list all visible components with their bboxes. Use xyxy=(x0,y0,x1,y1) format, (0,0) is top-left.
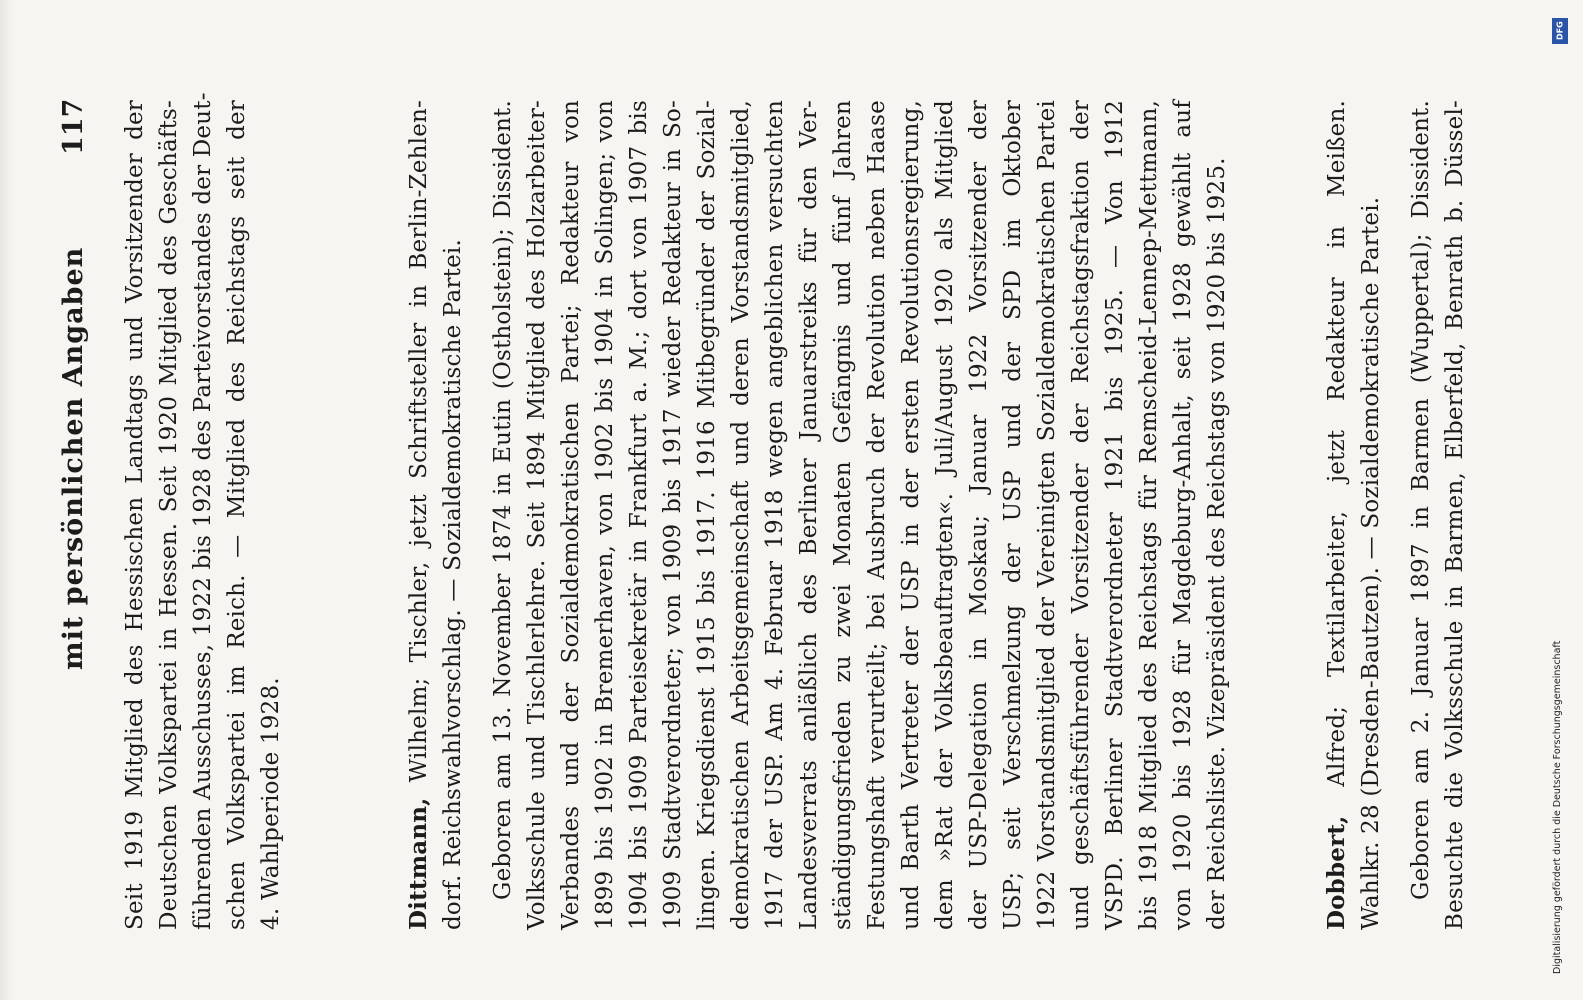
text-line: der USP-Delegation in Moskau; Januar 1922 Vorsitzender der xyxy=(966,100,992,930)
text-line: Seit 1919 Mitglied des Hessischen Landtags und Vorsitzender der xyxy=(122,100,148,930)
text-line: 4. Wahlperiode 1928. xyxy=(258,677,284,930)
text-line: demokratischen Arbeitsgemeinschaft und deren Vorstandsmitglied, xyxy=(728,100,754,930)
credit-text: Digitalisierung gefördert durch die Deutsche Forschungsgemeinschaft xyxy=(1552,640,1563,974)
entry-name: Dittmann, xyxy=(405,797,432,930)
text-line: und Barth Vertreter der USP in der ersten Revolutionsregierung, xyxy=(898,100,924,930)
text-line: Geboren am 13. November 1874 in Eutin (Ostholstein); Dissident. xyxy=(490,100,516,900)
text-line: von 1920 bis 1928 für Magdeburg-Anhalt, seit 1928 gewählt auf xyxy=(1170,100,1196,930)
text-line: 1904 bis 1909 Parteisekretär in Frankfurt a. M.; dort von 1907 bis xyxy=(626,100,652,930)
text-line: Festungshaft verurteilt; bei Ausbruch der Revolution neben Haase xyxy=(864,100,890,930)
text-line: bis 1918 Mitglied des Reichstags für Remscheid-Lennep-Mettmann, xyxy=(1136,100,1162,930)
text-line: 1917 der USP. Am 4. Februar 1918 wegen angeblichen versuchten xyxy=(762,100,788,930)
text-line: 1922 Vorstandsmitglied der Vereinigten Sozialdemokratischen Partei xyxy=(1034,100,1060,930)
text-line: dorf. Reichswahlvorschlag. — Sozialdemokratische Partei. xyxy=(440,239,466,930)
text-line: Besuchte die Volksschule in Barmen, Elberfeld, Benrath b. Düssel- xyxy=(1442,100,1468,930)
entry-heading-dittmann: Dittmann, Wilhelm; Tischler, jetzt Schriftsteller in Berlin-Zehlen- xyxy=(405,100,432,930)
entry-name: Dobbert, xyxy=(1323,815,1350,930)
text-line: VSPD. Berliner Stadtverordneter 1921 bis 1925. — Von 1912 xyxy=(1102,100,1128,930)
text-line: Landesverrats anläßlich des Berliner Januarstreiks für den Ver- xyxy=(796,100,822,930)
text-line: Volksschule und Tischlerlehre. Seit 1894 Mitglied des Holzarbeiter- xyxy=(524,100,550,930)
text-line: ständigungsfrieden zu zwei Monaten Gefängnis und fünf Jahren xyxy=(830,100,856,930)
text-line: 1909 Stadtverordneter; von 1909 bis 1917 wieder Redakteur in So- xyxy=(660,100,686,930)
text-line: Geboren am 2. Januar 1897 in Barmen (Wuppertal); Dissident. xyxy=(1408,100,1434,900)
text-line: USP; seit Verschmelzung der USP und der SPD im Oktober xyxy=(1000,100,1026,930)
text-line: Wahlkr. 28 (Dresden-Bautzen). — Sozialdemokratische Partei. xyxy=(1358,196,1384,930)
text-line: 1899 bis 1902 in Bremerhaven, von 1902 bis 1904 in Solingen; von xyxy=(592,100,618,930)
text-line: führenden Ausschusses, 1922 bis 1928 des Parteivorstandes der Deut- xyxy=(190,92,216,930)
text-line: lingen. Kriegsdienst 1915 bis 1917. 1916 Mitbegründer der Sozial- xyxy=(694,100,720,930)
text-line: Verbandes und der Sozialdemokratischen Partei; Redakteur von xyxy=(558,100,584,930)
entry-heading-dobbert: Dobbert, Alfred; Textilarbeiter, jetzt Redakteur in Meißen. xyxy=(1323,100,1350,930)
text-line: Deutschen Volkspartei in Hessen. Seit 1920 Mitglied des Geschäfts- xyxy=(156,100,182,930)
text-line: und geschäftsführender Vorsitzender der Reichstagsfraktion der xyxy=(1068,100,1094,930)
digitization-credit xyxy=(1552,14,1570,974)
text-line: der Reichsliste. Vizepräsident des Reichstags von 1920 bis 1925. xyxy=(1204,157,1230,930)
running-header: mit persönlichen Angaben xyxy=(58,246,89,670)
text-line: dem »Rat der Volksbeauftragten«. Juli/August 1920 als Mitglied xyxy=(932,100,958,930)
dfg-logo: DFG xyxy=(1552,18,1568,44)
page-number: 117 xyxy=(58,98,89,155)
text-line: schen Volkspartei im Reich. — Mitglied des Reichstags seit der xyxy=(224,100,250,930)
